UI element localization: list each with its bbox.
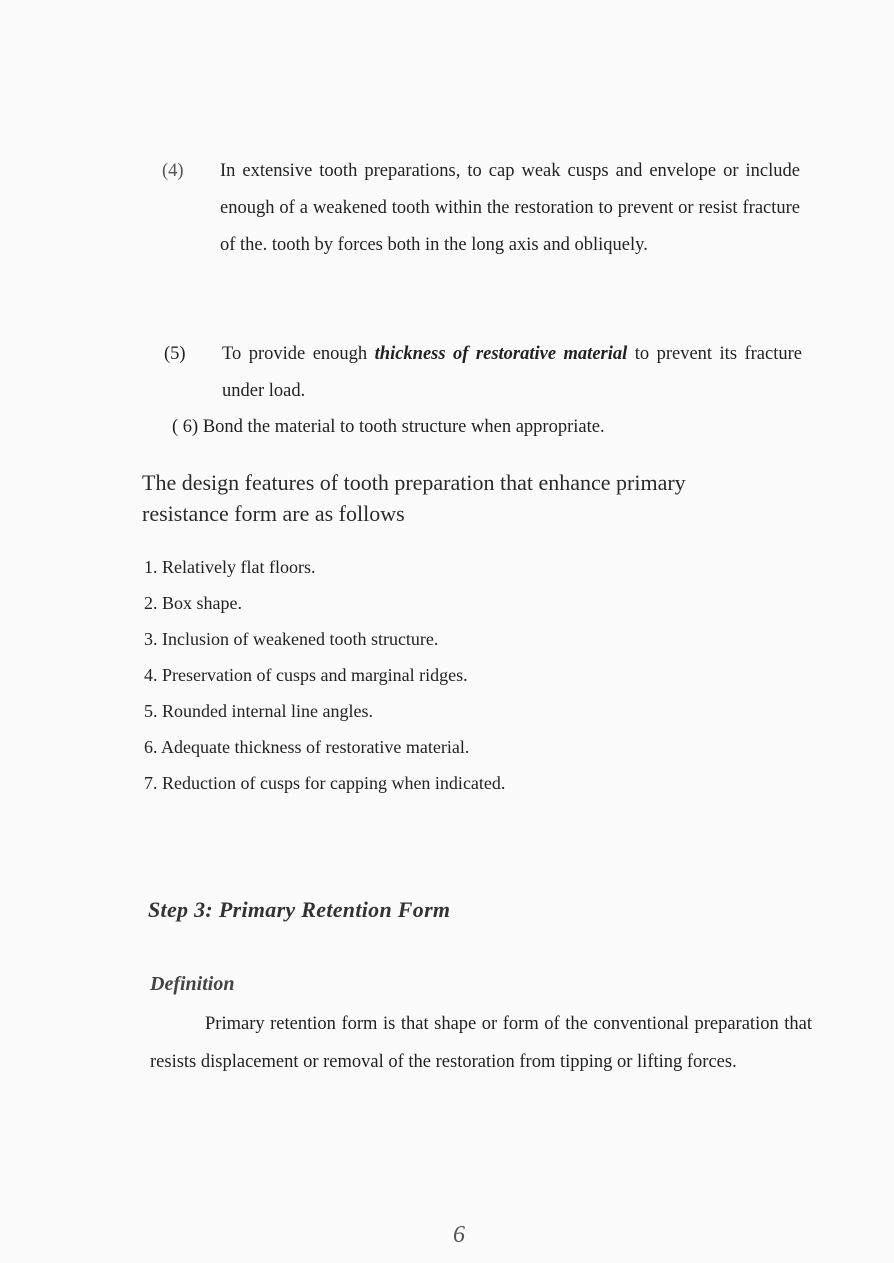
list-item: 7. Reduction of cusps for capping when indicated.	[144, 773, 506, 793]
point-5-emphasis: thickness of restorative material	[374, 344, 628, 364]
list-item: 2. Box shape.	[144, 593, 242, 613]
resistance-point-6: ( 6) Bond the material to tooth structure when appropriate.	[172, 417, 605, 437]
list-item: 4. Preservation of cusps and marginal ridges.	[144, 665, 468, 685]
point-4-number: (4)	[162, 161, 184, 181]
page-number: 6	[453, 1222, 465, 1248]
list-item: 3. Inclusion of weakened tooth structure.	[144, 629, 439, 649]
design-features-list	[144, 549, 505, 801]
point-5-text-end: to prevent its fracture under load.	[222, 344, 802, 401]
design-features-heading: The design features of tooth preparation that enhance primary resistance form are as follows	[142, 470, 686, 526]
point-5-text-start: To provide enough	[222, 344, 375, 364]
step-3-heading: Step 3: Primary Retention Form	[148, 897, 451, 922]
list-item: 1. Relatively flat floors.	[144, 557, 316, 577]
point-4-text: In extensive tooth preparations, to cap weak cusps and envelope or include enough of a weakened tooth within the restoration to prevent or resist fracture of the. tooth by forces both in the long axis and obliquely.	[220, 161, 800, 255]
definition-heading: Definition	[150, 973, 235, 995]
point-5-number: (5)	[164, 344, 186, 364]
list-item: 6. Adequate thickness of restorative material.	[144, 737, 470, 757]
list-item: 5. Rounded internal line angles.	[144, 701, 373, 721]
definition-paragraph: Primary retention form is that shape or form of the conventional preparation that resists displacement or removal of the restoration from tipping or lifting forces.	[150, 1014, 812, 1072]
point-5-text	[222, 336, 802, 410]
